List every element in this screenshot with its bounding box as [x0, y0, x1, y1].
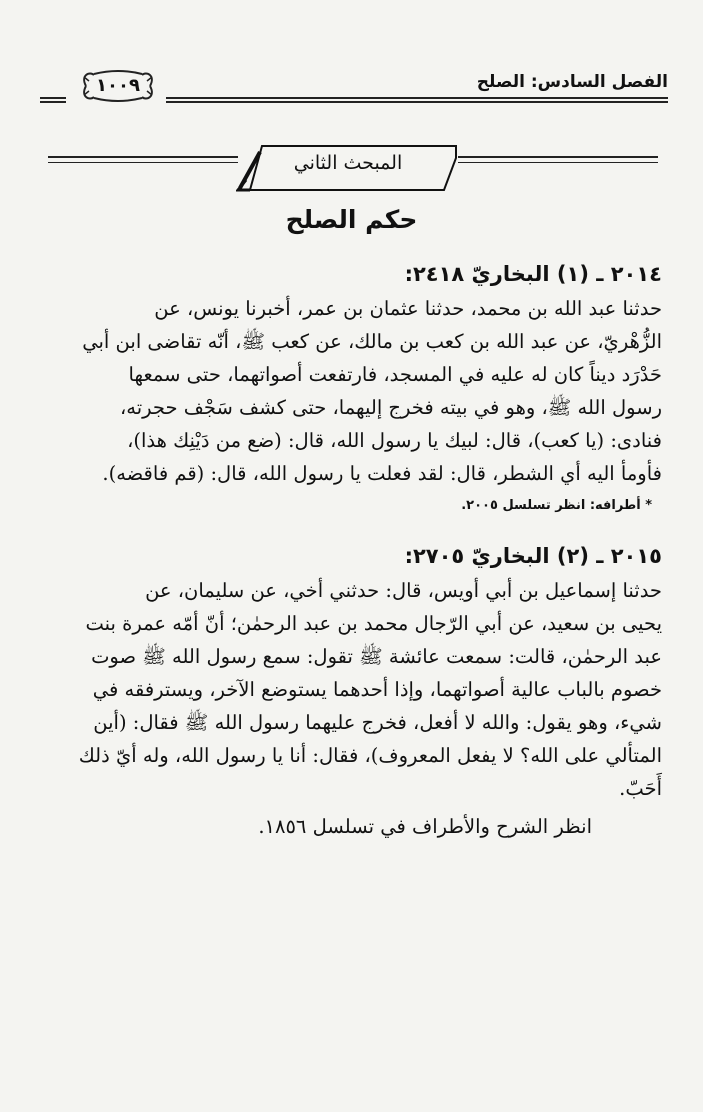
section-band	[48, 142, 658, 196]
header-rule-short	[40, 97, 66, 105]
entry-heading: ٢٠١٥ ـ (٢) البخاريّ ٢٧٠٥:	[404, 544, 662, 568]
page-number-ornament	[76, 69, 160, 103]
chapter-title: الفصل السادس: الصلح	[476, 72, 668, 92]
text-line: يحيى بن سعيد، عن أبي الرّجال محمد بن عبد الرحمٰن؛ أنّ أمّه عمرة بنت	[85, 612, 662, 635]
text-line: حَدْرَد ديناً كان له عليه في المسجد، فارتفعت أصواتهما، حتى سمعها	[128, 363, 662, 386]
section-rule-left	[48, 156, 238, 167]
text-line: خصوم بالباب عالية أصواتهما، وإذا أحدهما يستوضع الآخر، ويسترفقه في	[92, 678, 662, 701]
text-line: حدثنا إسماعيل بن أبي أويس، قال: حدثني أخي، عن سليمان، عن	[145, 579, 662, 602]
section-title: حكم الصلح	[285, 205, 418, 234]
text-line: فأومأ اليه أي الشطر، قال: لقد فعلت يا رسول الله، قال: (قم فاقضه).	[102, 462, 662, 485]
entry-reference: انظر الشرح والأطراف في تسلسل ١٨٥٦.	[258, 815, 592, 838]
text-line: رسول الله ﷺ، وهو في بيته فخرج إليهما، حتى كشف سَجْف حجرته،	[119, 396, 662, 419]
hadith-entry-2	[44, 544, 662, 838]
entry-body	[44, 292, 662, 490]
entry-body	[44, 574, 662, 805]
page-header	[40, 62, 668, 112]
text-line: المتألي على الله؟ لا يفعل المعروف)، فقال: أنا يا رسول الله، وله أيّ ذلك	[78, 744, 662, 767]
text-line: حدثنا عبد الله بن محمد، حدثنا عثمان بن عمر، أخبرنا يونس، عن	[154, 297, 662, 320]
text-line: شيء، وهو يقول: والله لا أفعل، فخرج عليهما رسول الله ﷺ فقال: (أين	[93, 711, 662, 734]
section-label: المبحث الثاني	[293, 152, 403, 174]
text-line: أَحَبّ.	[619, 777, 662, 800]
text-line: فنادى: (يا كعب)، قال: لبيك يا رسول الله، قال: (ضع من دَيْنِك هذا)،	[127, 429, 662, 452]
entry-heading: ٢٠١٤ ـ (١) البخاريّ ٢٤١٨:	[404, 262, 662, 286]
hadith-entry-1	[44, 262, 662, 513]
section-rule-right	[458, 156, 658, 167]
text-line: عبد الرحمٰن، قالت: سمعت عائشة ﷺ تقول: سمع رسول الله ﷺ صوت	[91, 645, 662, 668]
page-number: ١٠٠٩	[96, 75, 140, 96]
entry-note: * أطرافه: انظر تسلسل ٢٠٠٥.	[461, 498, 652, 513]
header-rule-long	[166, 97, 668, 105]
text-line: الزُّهْريّ، عن عبد الله بن كعب بن مالك، عن كعب ﷺ، أنّه تقاضى ابن أبي	[82, 330, 662, 353]
